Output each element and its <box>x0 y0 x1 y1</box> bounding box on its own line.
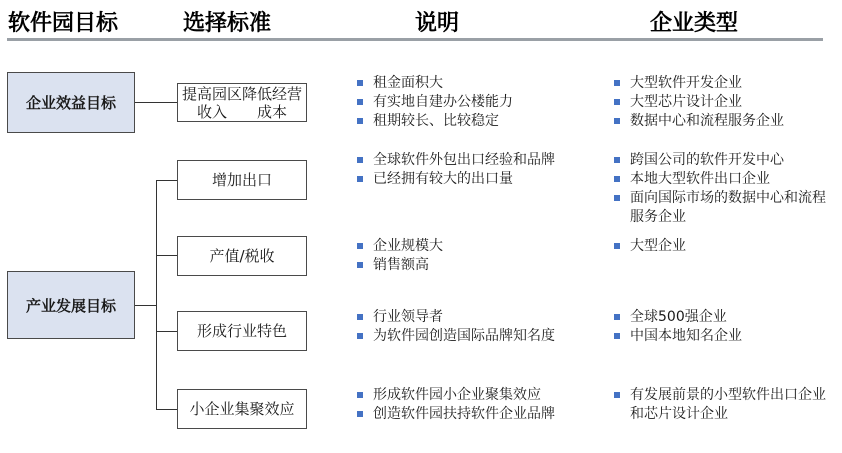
explanation-item: 形成软件园小企业聚集效应 <box>356 386 588 405</box>
goal-box-enterprise-benefit: 企业效益目标 <box>7 72 135 133</box>
criteria-box-industry-feature <box>177 311 307 351</box>
explanation-item: 租金面积大 <box>356 74 588 93</box>
header-enterprise-type: 企业类型 <box>650 11 739 36</box>
explanation-item: 企业规模大 <box>356 237 588 256</box>
explanation-item: 销售额高 <box>356 256 588 275</box>
enterprise-type-list-2 <box>613 151 835 227</box>
goal-box-industry-development: 产业发展目标 <box>7 271 135 339</box>
connector-vertical-trunk <box>156 180 157 410</box>
explanation-list-4 <box>356 308 588 346</box>
header-divider <box>7 38 823 41</box>
connector-branch-2 <box>156 255 177 256</box>
explanation-item: 创造软件园扶持软件企业品牌 <box>356 405 588 424</box>
enterprise-type-list-3 <box>613 237 835 256</box>
enterprise-type-item: 跨国公司的软件开发中心 <box>613 151 835 170</box>
enterprise-type-list-4 <box>613 308 835 346</box>
explanation-item: 为软件园创造国际品牌知名度 <box>356 327 588 346</box>
connector-goal2-stem <box>135 305 157 306</box>
enterprise-type-item: 大型企业 <box>613 237 835 256</box>
header-criteria: 选择标准 <box>183 11 272 36</box>
explanation-item: 行业领导者 <box>356 308 588 327</box>
connector-branch-1 <box>156 180 177 181</box>
enterprise-type-item: 本地大型软件出口企业 <box>613 170 835 189</box>
criteria-line: 产值/税收 <box>209 247 275 265</box>
explanation-item: 已经拥有较大的出口量 <box>356 170 588 189</box>
criteria-box-revenue-cost <box>177 83 307 122</box>
explanation-list-5 <box>356 386 588 424</box>
criteria-line: 形成行业特色 <box>196 322 287 340</box>
criteria-box-cluster-effect <box>177 389 307 429</box>
enterprise-type-item: 数据中心和流程服务企业 <box>613 112 835 131</box>
criteria-box-export <box>177 160 307 200</box>
criteria-line: 提高园区收入 <box>182 84 243 121</box>
connector-branch-3 <box>156 331 177 332</box>
header-explanation: 说明 <box>415 11 460 36</box>
criteria-line: 小企业集聚效应 <box>189 400 295 418</box>
criteria-line: 降低经营成本 <box>242 84 303 121</box>
explanation-list-2 <box>356 151 588 189</box>
explanation-list-1 <box>356 74 588 131</box>
enterprise-type-item: 大型软件开发企业 <box>613 74 835 93</box>
enterprise-type-item: 全球500强企业 <box>613 308 835 327</box>
enterprise-type-item: 中国本地知名企业 <box>613 327 835 346</box>
connector-goal1-criteria1 <box>135 102 177 103</box>
enterprise-type-item: 大型芯片设计企业 <box>613 93 835 112</box>
header-goal: 软件园目标 <box>8 11 119 36</box>
enterprise-type-item: 有发展前景的小型软件出口企业和芯片设计企业 <box>613 386 835 424</box>
enterprise-type-item: 面向国际市场的数据中心和流程服务企业 <box>613 189 835 227</box>
explanation-item: 租期较长、比较稳定 <box>356 112 588 131</box>
explanation-item: 全球软件外包出口经验和品牌 <box>356 151 588 170</box>
connector-branch-4 <box>156 409 177 410</box>
criteria-line: 增加出口 <box>211 171 272 189</box>
explanation-item: 有实地自建办公楼能力 <box>356 93 588 112</box>
criteria-box-output-tax <box>177 236 307 276</box>
explanation-list-3 <box>356 237 588 275</box>
enterprise-type-list-1 <box>613 74 835 131</box>
enterprise-type-list-5 <box>613 386 835 424</box>
